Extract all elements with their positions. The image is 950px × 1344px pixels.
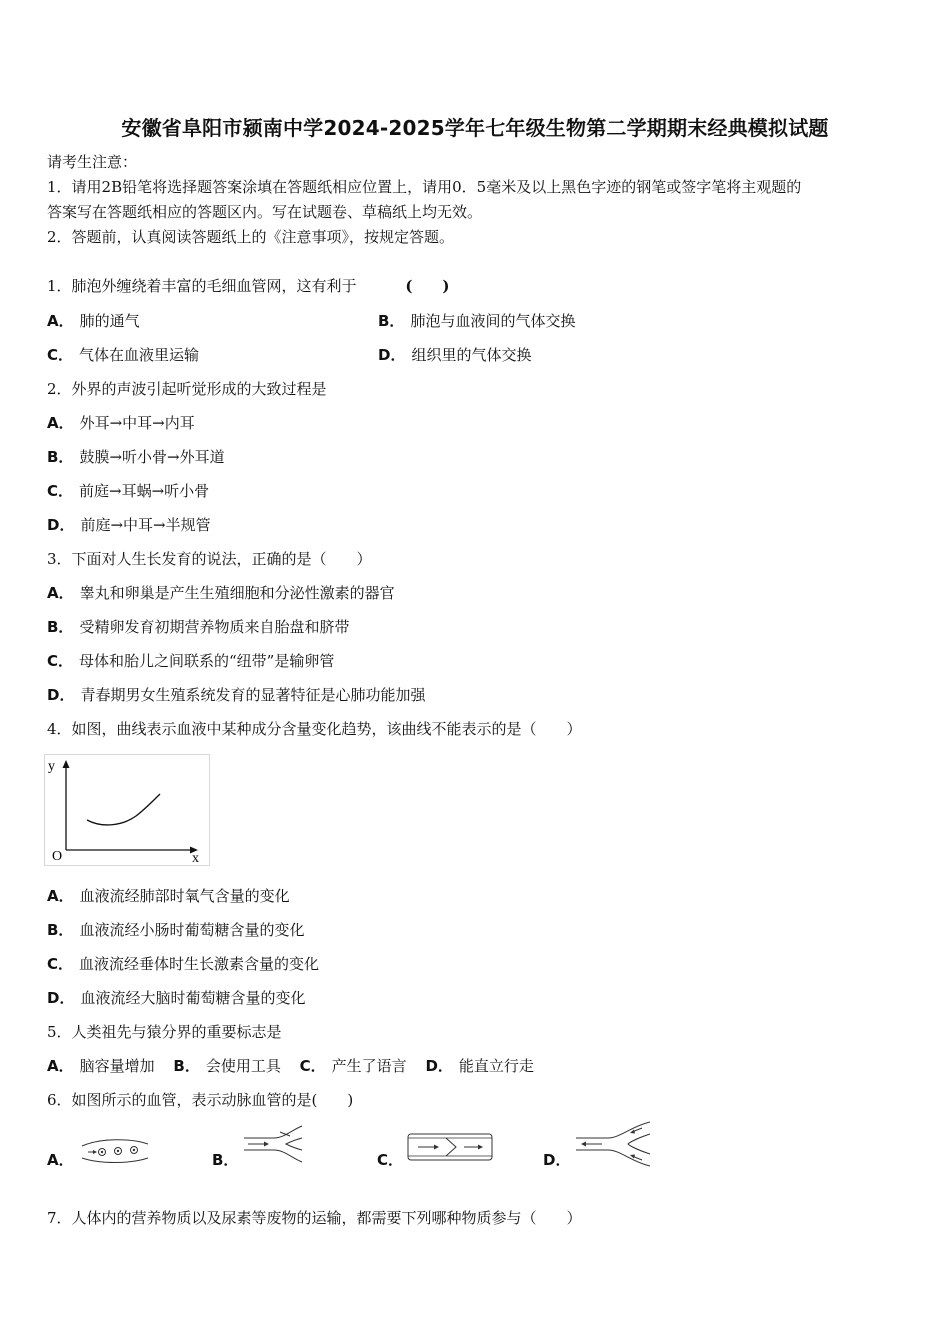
option-text: 会使用工具 (205, 1057, 281, 1075)
branching-vessel-figure (572, 1120, 654, 1168)
notice-line: 2．答题前，认真阅读答题纸上的《注意事项》，按规定答题。 (47, 228, 455, 246)
capillary-figure (80, 1136, 150, 1166)
option-label: A． (47, 312, 74, 330)
option-text: 能直立行走 (458, 1057, 534, 1075)
origin-label: O (52, 849, 63, 864)
option-label: C． (47, 652, 74, 670)
question-2-stem: 2．外界的声波引起听觉形成的大致过程是 (47, 380, 327, 398)
option-text: 前庭→耳蜗→听小骨 (79, 482, 210, 500)
option-text: 睾丸和卵巢是产生生殖细胞和分泌性激素的器官 (79, 584, 395, 602)
question-5-stem: 5．人类祖先与猿分界的重要标志是 (47, 1023, 282, 1041)
option-a (47, 1057, 155, 1075)
option-d (378, 345, 531, 365)
vessel-wall (244, 1150, 302, 1162)
option-d (47, 515, 211, 535)
option-c (47, 345, 199, 365)
flow-arrow-icon (264, 1142, 269, 1147)
question-6-stem: 6．如图所示的血管，表示动脉血管的是( ) (47, 1091, 354, 1109)
option-a (47, 583, 395, 603)
option-d (47, 685, 425, 705)
trend-curve (87, 794, 160, 825)
option-label: D． (378, 346, 406, 364)
vessel-wall (244, 1126, 302, 1138)
curve-graph-figure (44, 754, 210, 866)
notice-line: 1．请用2B铅笔将选择题答案涂填在答题纸相应位置上，请用0．5毫米及以上黑色字迹的钢笔或签字笔将主观题的 (47, 178, 802, 196)
option-text: 血液流经肺部时氧气含量的变化 (79, 887, 290, 905)
option-label: C． (47, 955, 74, 973)
option-label: C． (47, 482, 74, 500)
option-b (47, 920, 304, 940)
option-label: D． (47, 516, 75, 534)
answer-paren: ( ) (405, 277, 450, 295)
option-text: 血液流经小肠时葡萄糖含量的变化 (79, 921, 305, 939)
option-label: A． (47, 584, 74, 602)
vessel-wall (576, 1122, 650, 1138)
option-label: A． (47, 1057, 74, 1075)
option-c (47, 651, 334, 671)
vessel-wall (576, 1150, 650, 1166)
option-label: D． (47, 989, 75, 1007)
x-axis-label: x (192, 851, 199, 866)
option-label: A． (47, 414, 74, 432)
flow-arrow-icon (581, 1142, 586, 1147)
option-text: 鼓膜→听小骨→外耳道 (79, 448, 225, 466)
option-text: 组织里的气体交换 (411, 346, 532, 364)
option-text: 气体在血液里运输 (79, 346, 200, 364)
option-label: D． (425, 1057, 453, 1075)
option-a (47, 311, 140, 331)
option-label: B． (47, 448, 74, 466)
option-text: 母体和胎儿之间联系的“纽带”是输卵管 (79, 652, 335, 670)
valve (446, 1138, 456, 1156)
option-c-label: C． (377, 1151, 404, 1169)
flow-arrow-icon (434, 1145, 439, 1150)
y-axis-arrow (63, 760, 70, 768)
option-d (425, 1057, 533, 1075)
option-label: D． (47, 686, 75, 704)
y-axis-label: y (48, 759, 55, 774)
option-text: 脑容量增加 (79, 1057, 155, 1075)
option-b (47, 617, 349, 637)
option-b-label: B． (212, 1151, 239, 1169)
option-c (300, 1057, 407, 1075)
option-text: 前庭→中耳→半规管 (80, 516, 211, 534)
valve-vessel-figure (406, 1132, 496, 1164)
option-label: B． (173, 1057, 200, 1075)
option-text: 血液流经大脑时葡萄糖含量的变化 (80, 989, 306, 1007)
vessel-wall (82, 1140, 148, 1146)
option-b (173, 1057, 280, 1075)
option-a-label: A． (47, 1151, 74, 1169)
option-label: C． (47, 346, 74, 364)
question-3-stem: 3．下面对人生长发育的说法，正确的是（ ） (47, 550, 372, 568)
option-row (47, 1056, 548, 1076)
page-title: 安徽省阜阳市颍南中学2024-2025学年七年级生物第二学期期末经典模拟试题 (121, 116, 829, 140)
option-label: B． (47, 921, 74, 939)
option-label: A． (47, 887, 74, 905)
option-text: 产生了语言 (331, 1057, 407, 1075)
option-text: 青春期男女生殖系统发育的显著特征是心肺功能加强 (80, 686, 426, 704)
option-d-label: D． (543, 1151, 571, 1169)
option-label: B． (47, 618, 74, 636)
option-label: C． (299, 1057, 326, 1075)
option-a (47, 886, 290, 906)
option-d (47, 988, 305, 1008)
option-c (47, 481, 209, 501)
option-label: B． (378, 312, 405, 330)
option-a (47, 413, 195, 433)
notice-line: 答案写在答题纸相应的答题区内。写在试题卷、草稿纸上均无效。 (47, 203, 483, 221)
option-text: 肺泡与血液间的气体交换 (410, 312, 576, 330)
figure-border (45, 755, 210, 866)
converging-vessel-figure (240, 1124, 306, 1164)
vessel-wall (82, 1158, 148, 1163)
notice-heading: 请考生注意： (47, 153, 138, 171)
question-1-stem (47, 276, 450, 296)
question-4-stem: 4．如图，曲线表示血液中某种成分含量变化趋势，该曲线不能表示的是（ ） (47, 720, 582, 738)
question-text: 1．肺泡外缠绕着丰富的毛细血管网，这有利于 (47, 277, 357, 295)
option-text: 血液流经垂体时生长激素含量的变化 (79, 955, 320, 973)
option-text: 肺的通气 (79, 312, 140, 330)
question-7-stem: 7．人体内的营养物质以及尿素等废物的运输，都需要下列哪种物质参与（ ） (47, 1209, 582, 1227)
option-c (47, 954, 319, 974)
option-text: 外耳→中耳→内耳 (79, 414, 195, 432)
option-b (378, 311, 575, 331)
option-b (47, 447, 225, 467)
option-text: 受精卵发育初期营养物质来自胎盘和脐带 (79, 618, 350, 636)
